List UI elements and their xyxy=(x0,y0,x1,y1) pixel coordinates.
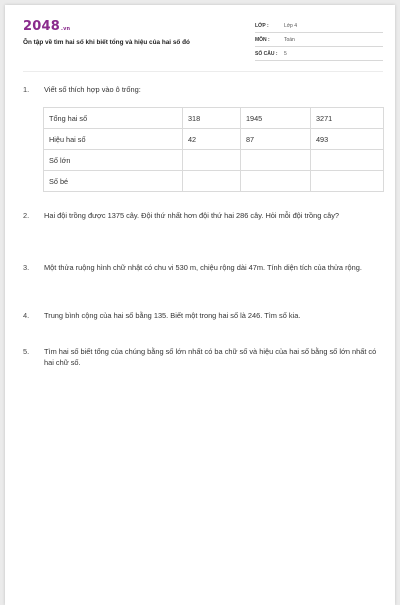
table-cell: 87 xyxy=(241,129,311,150)
meta-value: Toán xyxy=(284,37,295,43)
table-cell: 493 xyxy=(311,129,384,150)
answer-cell[interactable] xyxy=(311,150,384,171)
table-cell: 318 xyxy=(183,108,241,129)
table-row xyxy=(44,129,384,150)
meta-label: MÔN : xyxy=(255,37,270,43)
worksheet-page xyxy=(5,5,395,605)
meta-row-subject xyxy=(255,34,383,47)
logo-suffix: .vn xyxy=(60,26,71,32)
meta-value: 5 xyxy=(284,51,287,57)
table-row xyxy=(44,171,384,192)
question-4 xyxy=(23,310,385,321)
meta-row-question-count xyxy=(255,48,383,61)
question-number: 4. xyxy=(23,311,30,320)
table-cell: Tổng hai số xyxy=(44,108,183,129)
question-1 xyxy=(23,84,385,95)
table-cell: 3271 xyxy=(311,108,384,129)
question-2 xyxy=(23,210,385,221)
meta-label: SỐ CÂU : xyxy=(255,51,278,57)
question-3 xyxy=(23,262,385,273)
table-cell: 42 xyxy=(183,129,241,150)
question-text: Hai đội trồng được 1375 cây. Đội thứ nhất hơn đội thứ hai 286 cây. Hỏi mỗi đội trồng cây? xyxy=(44,211,339,220)
table-cell: Số bé xyxy=(44,171,183,192)
question-text: Tìm hai số biết tổng của chúng bằng số lớn nhất có ba chữ số và hiệu của hai số bằng số lớn nhất có hai chữ số. xyxy=(44,347,377,367)
meta-label: LỚP : xyxy=(255,23,269,29)
question-text: Trung bình cộng của hai số bằng 135. Biết một trong hai số là 246. Tìm số kia. xyxy=(44,311,301,320)
logo-text: 2048 xyxy=(23,19,60,34)
meta-value: Lớp 4 xyxy=(284,23,298,29)
question-text: Một thửa ruộng hình chữ nhật có chu vi 530 m, chiệu rộng dài 47m. Tính diện tích của thửa rộng. xyxy=(44,263,362,272)
answer-cell[interactable] xyxy=(183,150,241,171)
answer-cell[interactable] xyxy=(241,171,311,192)
answer-cell[interactable] xyxy=(241,150,311,171)
question-5 xyxy=(23,346,385,368)
worksheet-title: Ôn tập về tìm hai số khi biết tổng và hiệu của hai số đó xyxy=(23,39,190,46)
table-row xyxy=(44,108,384,129)
question-number: 2. xyxy=(23,211,30,220)
question-number: 1. xyxy=(23,85,30,94)
answer-cell[interactable] xyxy=(183,171,241,192)
answer-cell[interactable] xyxy=(311,171,384,192)
brand-logo[interactable] xyxy=(23,19,70,34)
question-number: 3. xyxy=(23,263,30,272)
table-cell: Hiệu hai số xyxy=(44,129,183,150)
table-cell: Số lớn xyxy=(44,150,183,171)
meta-row-class xyxy=(255,20,383,33)
table-cell: 1945 xyxy=(241,108,311,129)
header-divider xyxy=(23,71,383,72)
table-row xyxy=(44,150,384,171)
question-number: 5. xyxy=(23,347,30,356)
question-text: Viết số thích hợp vào ô trống: xyxy=(44,85,141,94)
answer-table xyxy=(43,107,384,192)
